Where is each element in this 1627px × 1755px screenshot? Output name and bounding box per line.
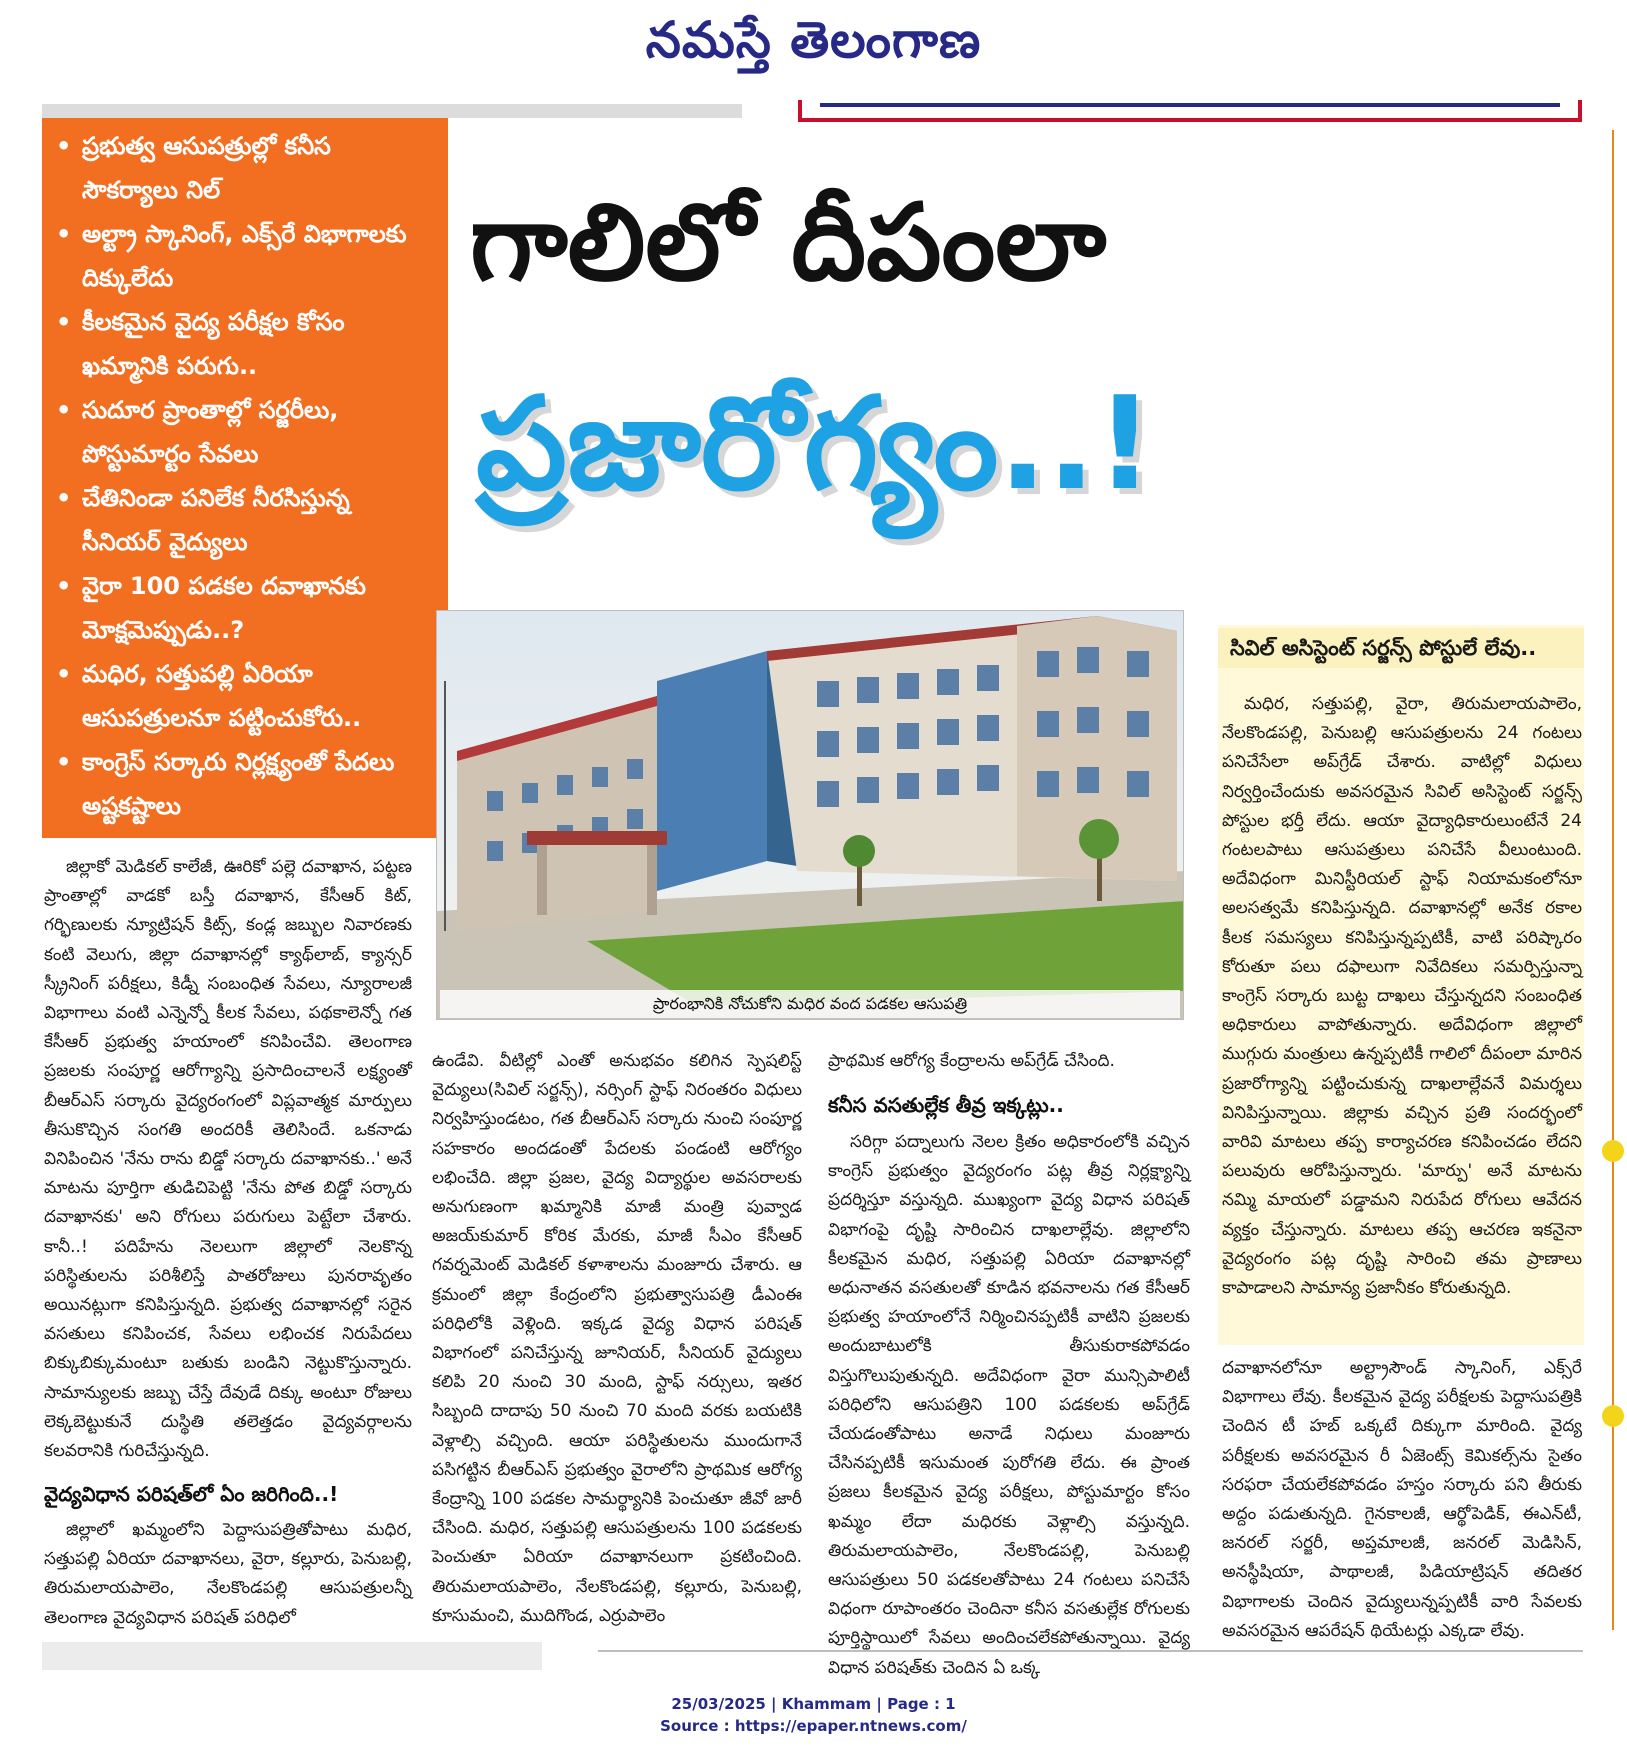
article-paragraph: ప్రాథమిక ఆరోగ్య కేంద్రాలను అప్‌గ్రేడ్‌ చేసింది.	[828, 1051, 1115, 1071]
highlight-item: • సుదూర ప్రాంతాల్లో సర్జరీలు, పోస్టుమార్టం సేవలు	[56, 396, 339, 468]
highlight-item: • మధిర, సత్తుపల్లి ఏరియా ఆసుపత్రులనూ పట్టించుకోరు..	[56, 660, 362, 732]
photo-caption: ప్రారంభానికి నోచుకోని మధిర వంద పడకల ఆసుపత్రి	[440, 990, 1180, 1018]
article-paragraph: సరిగ్గా పద్నాలుగు నెలల క్రితం అధికారంలోకి వచ్చిన కాంగ్రెస్‌ ప్రభుత్వం వైద్యరంగం పట్ల తీవ్ర నిర్లక్ష్యాన్ని ప్రదర్శిస్తూ వస్తున్నది. ముఖ్యంగా వైద్య విధాన పరిషత్‌ విభాగంపై దృష్టి సారించిన దాఖలాల్లేవు. జిల్లాలోని కీలకమైన మధిర, సత్తుపల్లి ఏరియా దవాఖానల్లో అధునాతన వసతులతో కూడిన భవనాలను గత కేసీఆర్‌ ప్రభుత్వ హయాంలోనే నిర్మించినప్పటికీ వాటిని ప్రజలకు అందుబాటులోకి తీసుకురాకపోవడం విస్తుగొలుపుతున్నది. అదేవిధంగా వైరా మున్సిపాలిటీ పరిధిలోని ఆసుపత్రిని 100 పడకలకు అప్‌గ్రేడ్‌ చేయడంతోపాటు అనాడే నిధులు మంజూరు చేసినప్పటికీ ఇసుమంత పురోగతి లేదు. ఈ ప్రాంత ప్రజలు కీలకమైన వైద్య పరీక్షలు, పోస్టుమార్టం కోసం ఖమ్మం లేదా మధిరకు వెళ్లాల్సి వస్తున్నది. తిరుమలాయపాలెం, నేలకొండపల్లి, పెనుబల్లి ఆసుపత్రులు 50 పడకలతోపాటు 24 గంటలు పనిచేసే విధంగా రూపాంతరం చెందినా కనీస వసతుల్లేక రోగులకు పూర్తిస్థాయిలో సేవలు అందించలేకపోతున్నాయి. వైద్య విధాన పరిషత్‌కు చెందిన ఏ ఒక్క	[828, 1132, 1190, 1678]
article-paragraph: జిల్లాలో ఖమ్మంలోని పెద్దాసుపత్రితోపాటు మధిర, సత్తుపల్లి ఏరియా దవాఖానలు, వైరా, కల్లూరు, పెనుబల్లి, తిరుమలాయపాలెం, నేలకొండపల్లి ఆసుపత్రులన్నీ తెలంగాణ వైద్యవిధాన పరిషత్‌ పరిధిలో	[44, 1520, 412, 1628]
edge-marker	[1602, 1140, 1624, 1162]
side-box-body	[1222, 690, 1582, 1303]
article-column-3-top	[828, 1047, 1190, 1076]
article-column-3	[828, 1128, 1190, 1683]
next-article-strip	[42, 1642, 542, 1670]
article-column-2	[432, 1047, 802, 1631]
highlight-item: • ప్రభుత్వ ఆసుపత్రుల్లో కనీస సౌకర్యాలు నిల్	[56, 132, 331, 204]
page-footer	[0, 1693, 1627, 1737]
highlight-item: • చేతినిండా పనిలేక నీరసిస్తున్న సీనియర్‌ వైద్యులు	[56, 484, 350, 556]
footer-source-link[interactable]: Source : https://epaper.ntnews.com/	[660, 1717, 967, 1735]
article-paragraph: దవాఖానలోనూ అల్ట్రాసౌండ్‌ స్కానింగ్‌, ఎక్స్‌రే విభాగాలు లేవు. కీలకమైన వైద్య పరీక్షలకు పెద్దాసుపత్రికి చెందిన టీ హబ్‌ ఒక్కటే దిక్కుగా మారింది. వైద్య పరీక్షలకు అవసరమైన రీ ఏజెంట్స్‌ కెమికల్స్‌ను సైతం సరఫరా చేయలేకపోవడం హస్తం సర్కారు పని తీరుకు అద్దం పడుతున్నది. గైనకాలజీ, ఆర్థోపెడిక్‌, ఈఎన్‌టీ, జనరల్‌ సర్జరీ, అప్తమాలజీ, జనరల్‌ మెడిసిన్‌, అనస్థీషియా, పాథాలజీ, పిడియాట్రిషన్‌ తదితర విభాగాలకు చెందిన వైద్యులున్నప్పటికీ వారి సేవలకు అవసరమైన ఆపరేషన్‌ థియేటర్లు ఎక్కడా లేవు.	[1222, 1358, 1582, 1641]
article-paragraph: జిల్లాకో మెడికల్‌ కాలేజీ, ఊరికో పల్లె దవాఖాన, పట్టణ ప్రాంతాల్లో వాడకో బస్తీ దవాఖాన, కేసీఆర్‌ కిట్‌, గర్భిణులకు న్యూట్రిషన్‌ కిట్స్‌, కండ్ల జబ్బుల నివారణకు కంటి వెలుగు, జిల్లా దవాఖానల్లో క్యాథ్‌లాబ్‌, క్యాన్సర్‌ స్క్రీనింగ్‌ పరీక్షలు, కిడ్నీ సంబంధిత సేవలు, న్యూరాలజీ విభాగాలు వంటి ఎన్నెన్నో కీలక సేవలు, పథకాలెన్నో గత కేసీఆర్‌ ప్రభుత్వ హయాంలో కనిపించేవి. తెలంగాణ ప్రజలకు సంపూర్ణ ఆరోగ్యాన్ని ప్రసాదించాలనే లక్ష్యంతో బీఆర్‌ఎస్‌ సర్కారు వైద్యరంగంలో విప్లవాత్మక మార్పులు తీసుకొచ్చిన సంగతి అందరికీ తెలిసిందే. ఒకనాడు వినిపించిన 'నేను రాను బిడ్డో సర్కారు దవాఖానకు..' అనే మాటను పూర్తిగా తుడిచిపెట్టి 'నేను పోత బిడ్డో సర్కారు దవాఖానకు' అని రోగులు పరుగులు పెట్టేలా చేశారు. కానీ..! పదిహేను నెలలుగా జిల్లాలో నెలకొన్న పరిస్థితులను పరిశీలిస్తే పాతరోజులు పునరావృతం అయినట్లుగా కనిపిస్తున్నది. ప్రభుత్వ దవాఖానల్లో సరైన వసతులు కనిపించక, సేవలు లభించక నిరుపేదలు బిక్కుబిక్కుమంటూ బతుకు బండిని నెట్టుకొస్తున్నారు. సామాన్యులకు జబ్బు చేస్తే దేవుడే దిక్కు అంటూ రోజులు లెక్కబెట్టుకునే దుస్థితి తలెత్తడం వైద్యవర్గాలను కలవరానికి గురిచేస్తున్నది.	[44, 857, 412, 1462]
article-column-1	[44, 853, 412, 1466]
bottom-rule	[598, 1650, 1583, 1652]
headline-line-1: గాలిలో దీపంలా	[470, 181, 1107, 304]
article-paragraph: ఉండేవి. వీటిల్లో ఎంతో అనుభవం కలిగిన స్పెషలిస్ట్‌ వైద్యులు(సివిల్‌ సర్జన్స్‌), నర్సింగ్‌ స్టాఫ్‌ నిరంతరం విధులు నిర్వహిస్తుండటం, గత బీఆర్‌ఎస్‌ సర్కారు నుంచి సంపూర్ణ సహకారం అందడంతో పేదలకు పండంటి ఆరోగ్యం లభించేది. జిల్లా ప్రజల, వైద్య విద్యార్థుల అవసరాలకు అనుగుణంగా ఖమ్మానికి మాజీ మంత్రి పువ్వాడ అజయ్‌కుమార్‌ కోరిక మేరకు, మాజీ సీఎం కేసీఆర్‌ గవర్నమెంట్‌ మెడికల్‌ కళాశాలను మంజూరు చేశారు. ఆ క్రమంలో జిల్లా కేంద్రంలోని ప్రభుత్వాసుపత్రి డీఎంఈ పరిధిలోకి వెళ్లింది. ఇక్కడ వైద్య విధాన పరిషత్‌ విభాగంలో పనిచేస్తున్న జూనియర్‌, సీనియర్‌ వైద్యులు కలిపి 20 నుంచి 30 మంది, స్టాఫ్‌ నర్సులు, ఇతర సిబ్బంది దాదాపు 50 నుంచి 70 మంది వరకు బయటికి వెళ్లాల్సి వచ్చింది. ఆయా పరిస్థితులను ముందుగానే పసిగట్టిన బీఆర్‌ఎస్‌ ప్రభుత్వం వైరాలోని ప్రాథమిక ఆరోగ్య కేంద్రాన్ని 100 పడకల సామర్థ్యానికి పెంచుతూ జీవో జారీ చేసింది. మధిర, సత్తుపల్లి ఆసుపత్రులను 100 పడకలకు పెంచుతూ ఏరియా దవాఖానలుగా ప్రకటించింది. తిరుమలాయపాలెం, నేలకొండపల్లి, కల్లూరు, పెనుబల్లి, కూసుమంచి, ముదిగొండ, ఎర్రుపాలెం	[432, 1051, 802, 1626]
highlight-item: • అల్ట్రా స్కానింగ్, ఎక్స్‌రే విభాగాలకు దిక్కులేదు	[56, 220, 407, 292]
hospital-photo	[436, 610, 1184, 1020]
article-subhead: కనీస వసతుల్లేక తీవ్ర ఇక్కట్లు..	[828, 1093, 1064, 1117]
highlight-item: • వైరా 100 పడకల దవాఖానకు మోక్షమెప్పుడు..?	[56, 572, 366, 644]
top-rule-left	[42, 104, 742, 118]
article-subhead: వైద్యవిధాన పరిషత్‌లో ఏం జరిగింది..!	[44, 1482, 339, 1506]
headline-line-2: ప్రజారోగ్యం..!	[476, 370, 1154, 519]
side-box-heading: సివిల్‌ అసిస్టెంట్‌ సర్జన్స్‌ పోస్టులే లేవు..	[1218, 628, 1584, 668]
article-column-4	[1222, 1354, 1582, 1646]
footer-dateline: 25/03/2025 | Khammam | Page : 1	[671, 1695, 956, 1713]
top-rule-right	[798, 100, 1582, 122]
edge-marker	[1602, 1405, 1624, 1427]
masthead-logo: నమస్తే తెలంగాణ	[645, 10, 982, 69]
highlight-item: • కాంగ్రెస్‌ సర్కారు నిర్లక్ష్యంతో పేదలు అష్టకష్టాలు	[56, 748, 395, 820]
highlights-panel	[42, 118, 448, 838]
article-column-1b	[44, 1516, 412, 1633]
highlight-item: • కీలకమైన వైద్య పరీక్షల కోసం ఖమ్మానికి పరుగు..	[56, 308, 345, 380]
article-paragraph: మధిర, సత్తుపల్లి, వైరా, తిరుమలాయపాలెం, నేలకొండపల్లి, పెనుబల్లి ఆసుపత్రులను 24 గంటలు పనిచేసేలా అప్‌గ్రేడ్‌ చేశారు. వాటిల్లో విధులు నిర్వర్తించేందుకు అవసరమైన సివిల్‌ అసిస్టెంట్‌ సర్జన్స్‌ పోస్టుల భర్తీ లేదు. ఆయా వైద్యాధికారులుంటేనే 24 గంటలపాటు ఆసుపత్రులు పనిచేసే వీలుంటుంది. అదేవిధంగా మినిస్టీరియల్‌ స్టాఫ్‌ నియామకంలోనూ అలసత్వమే కనిపిస్తున్నది. దవాఖానల్లో అనేక రకాల కీలక సమస్యలు కనిపిస్తున్నప్పటికీ, వాటి పరిష్కారం కోరుతూ పలు దఫాలుగా నివేదికలు సమర్పిస్తున్నా కాంగ్రెస్‌ సర్కారు బుట్ట దాఖలు చేస్తున్నదని సంబంధిత అధికారులు వాపోతున్నారు. అదేవిధంగా జిల్లాలో ముగ్గురు మంత్రులు ఉన్నప్పటికీ గాలిలో దీపంలా మారిన ప్రజారోగ్యాన్ని పట్టించుకున్న దాఖలాల్లేవనే విమర్శలు వినిపిస్తున్నాయి. జిల్లాకు వచ్చిన ప్రతి సందర్భంలో వారివి మాటలు తప్ప కార్యాచరణ కనిపించడం లేదని పలువురు ఆరోపిస్తున్నారు. 'మార్పు' అనే మాటను నమ్మి మాయలో పడ్డామని నిరుపేద రోగులు ఆవేదన వ్యక్తం చేస్తున్నారు. మాటలు తప్ప ఆచరణ ఇకనైనా వైద్యరంగం పట్ల దృష్టి సారించి తమ ప్రాణాలు కాపాడాలని సామాన్య ప్రజానీకం కోరుతున్నది.	[1222, 694, 1582, 1299]
